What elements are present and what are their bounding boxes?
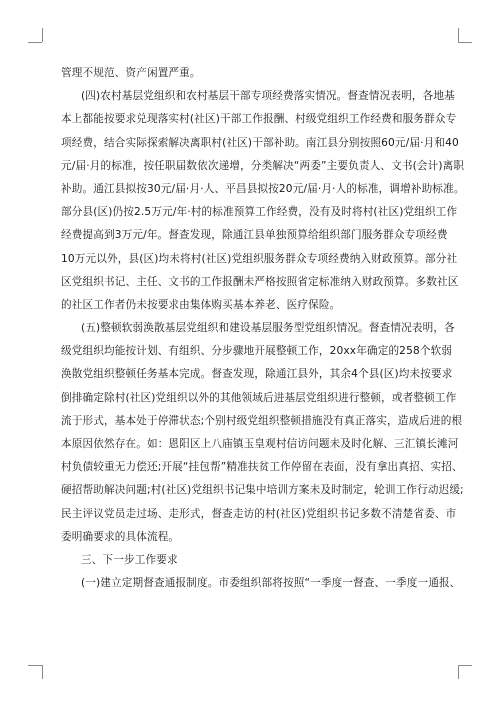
- text-line: 元/届·月的标准，按任职届数依次递增，分类解决“两委”主要负责人、文书(会计)离职: [61, 159, 465, 172]
- text-line: 委明确要求的具体流程。: [61, 530, 180, 543]
- text-line: 的社区工作者仍未按要求由集体购买基本养老、医疗保险。: [61, 298, 341, 311]
- text-line: 级党组织均能按计划、有组织、分步骤地开展整顿工作，20xx年确定的258个软弱: [61, 345, 453, 358]
- text-line: 民主评议党员走过场、走形式，督查走访的村(社区)党组织书记多数不清楚省委、市: [61, 507, 457, 520]
- text-line: 项经费，结合实际探索解决离职村(社区)干部补助。南江县分别按照60元/届·月和40: [61, 136, 459, 149]
- text-line: 倒排确定除村(社区)党组织以外的其他领域后进基层党组织进行整顿，或者整顿工作: [61, 391, 457, 404]
- text-line: 管理不规范、资产闲置严重。: [61, 67, 201, 79]
- text-line: 涣散党组织整顿任务基本完成。督查发现，除通江县外，其余4个县(区)均未按要求: [61, 368, 453, 381]
- text-line: 区党组织书记、主任、文书的工作报酬未严格按照省定标准纳入财政预算。多数社区: [61, 275, 459, 288]
- text-line: 三、下一步工作要求: [81, 553, 178, 566]
- crop-mark-bottom-left-horizontal: [28, 665, 42, 666]
- crop-mark-bottom-right-vertical: [458, 665, 459, 679]
- text-line: 10万元以外，县(区)均未将村(社区)党组织服务群众专项经费纳入财政预算。部分社: [61, 252, 458, 265]
- text-line: 本原因依然存在。如：恩阳区上八庙镇玉皇观村信访问题未及时化解、三汇镇长滩河: [61, 438, 459, 450]
- crop-mark-top-left-vertical: [42, 28, 43, 42]
- text-line: 流于形式，基本处于停滞状态;个别村级党组织整顿措施没有真正落实，造成后进的根: [61, 414, 463, 427]
- crop-mark-bottom-left-vertical: [42, 665, 43, 679]
- text-line: (五)整顿软弱涣散基层党组织和建设基层服务型党组织情况。督查情况表明，各: [81, 322, 455, 335]
- crop-mark-bottom-right-horizontal: [458, 665, 472, 666]
- text-line: 补助。通江县拟按30元/届·月·人、平昌县拟按20元/届·月·人的标准，调增补助标准。: [61, 182, 465, 195]
- crop-mark-top-right-vertical: [458, 28, 459, 42]
- text-line: 部分县(区)仍按2.5万元/年·村的标准预算工作经费，没有及时将村(社区)党组织工作: [61, 206, 458, 219]
- text-line: (四)农村基层党组织和农村基层干部专项经费落实情况。督查情况表明，各地基: [81, 90, 455, 103]
- crop-mark-top-right-horizontal: [458, 42, 472, 43]
- text-line: 硬招帮助解决问题;村(社区)党组织书记集中培训方案未及时制定，轮训工作行动迟缓;: [61, 484, 464, 497]
- crop-mark-top-left-horizontal: [28, 42, 42, 43]
- text-line: 村负债较重无力偿还;开展“挂包帮”精准扶贫工作停留在表面，没有拿出真招、实招、: [61, 461, 463, 474]
- text-line: (一)建立定期督查通报制度。市委组织部将按照“一季度一督查、一季度一通报、: [81, 577, 461, 590]
- document-body: [61, 62, 465, 595]
- text-line: 经费提高到3万元/年。督查发现，除通江县单独预算给组织部门服务群众专项经费: [61, 229, 448, 242]
- text-line: 本上都能按要求兑现落实村(社区)干部工作报酬、村级党组织工作经费和服务群众专: [61, 113, 457, 126]
